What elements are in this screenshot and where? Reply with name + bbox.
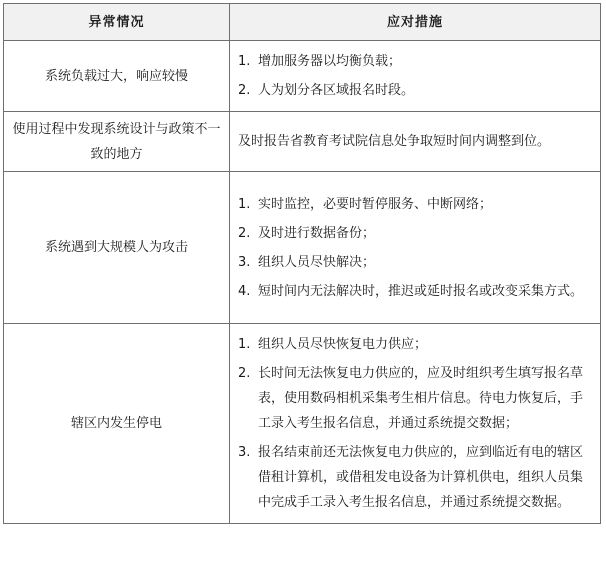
measure-number: 2. bbox=[238, 225, 251, 241]
measure-text: 组织人员尽快恢复电力供应； bbox=[258, 337, 428, 352]
table-row bbox=[4, 324, 601, 524]
measure-item bbox=[238, 440, 592, 515]
measure-item bbox=[238, 221, 592, 246]
table-header-row bbox=[4, 4, 601, 41]
measure-item bbox=[238, 279, 592, 304]
header-situation: 异常情况 bbox=[4, 4, 230, 41]
measure-text: 组织人员尽快解决； bbox=[258, 254, 376, 270]
measure-number: 4. bbox=[238, 283, 251, 299]
situation-cell: 辖区内发生停电 bbox=[4, 324, 230, 524]
measure-text: 短时间内无法解决时，推迟或延时报名或改变采集方式。 bbox=[258, 283, 584, 299]
measure-item bbox=[238, 332, 592, 357]
measures-cell bbox=[230, 41, 601, 112]
measure-number: 1. bbox=[238, 196, 251, 212]
measure-item bbox=[238, 78, 592, 103]
measure-number: 2. bbox=[238, 83, 251, 98]
measure-number: 3. bbox=[238, 254, 251, 270]
table-row bbox=[4, 41, 601, 112]
table-row bbox=[4, 112, 601, 172]
measure-text: 报名结束前还无法恢复电力供应的，应到临近有电的辖区借租计算机，或借租发电设备为计算机供电，组织人员集中完成手工录入考生报名信息，并通过系统提交数据。 bbox=[258, 445, 584, 510]
situation-cell: 使用过程中发现系统设计与政策不一致的地方 bbox=[4, 112, 230, 172]
measure-item bbox=[238, 361, 592, 436]
measures-cell bbox=[230, 324, 601, 524]
measures-cell bbox=[230, 112, 601, 172]
measure-text: 实时监控，必要时暂停服务、中断网络； bbox=[258, 196, 493, 212]
measure-item bbox=[238, 49, 592, 74]
measure-item bbox=[238, 250, 592, 275]
measure-text: 增加服务器以均衡负载； bbox=[258, 54, 402, 69]
header-measures: 应对措施 bbox=[230, 4, 601, 41]
measure-item bbox=[238, 192, 592, 217]
contingency-table bbox=[3, 3, 601, 524]
measure-number: 1. bbox=[238, 54, 251, 69]
measure-number: 2. bbox=[238, 366, 251, 381]
measure-text: 及时报告省教育考试院信息处争取短时间内调整到位。 bbox=[238, 134, 551, 149]
situation-cell: 系统负载过大，响应较慢 bbox=[4, 41, 230, 112]
measures-cell bbox=[230, 172, 601, 324]
measure-text: 长时间无法恢复电力供应的，应及时组织考生填写报名草表，使用数码相机采集考生相片信息。待电力恢复后，手工录入考生报名信息，并通过系统提交数据； bbox=[258, 366, 584, 431]
table-row bbox=[4, 172, 601, 324]
measure-text: 人为划分各区域报名时段。 bbox=[258, 83, 415, 98]
measure-number: 3. bbox=[238, 445, 251, 460]
situation-cell: 系统遇到大规模人为攻击 bbox=[4, 172, 230, 324]
measure-text: 及时进行数据备份； bbox=[258, 225, 376, 241]
measure-number: 1. bbox=[238, 337, 251, 352]
